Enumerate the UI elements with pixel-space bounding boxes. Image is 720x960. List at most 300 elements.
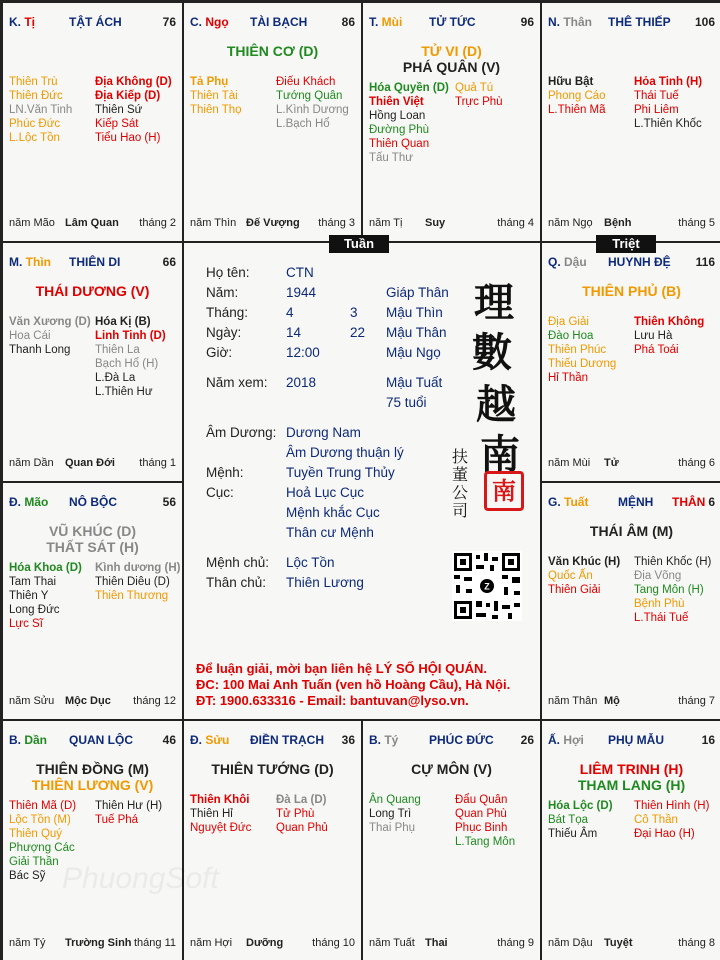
palace-year: năm Ngọ	[548, 217, 593, 229]
ho-ten-label: Họ tên:	[206, 265, 250, 280]
palace-mui	[362, 2, 541, 242]
palace-age: 66	[162, 255, 176, 269]
minor-star: L.Thiên Mã	[548, 104, 606, 116]
palace-year: năm Thìn	[190, 217, 237, 229]
palace-age: 36	[341, 733, 355, 747]
thang-value: 4	[286, 305, 294, 320]
palace-year: năm Tị	[369, 217, 403, 229]
minor-star: Bát Tọa	[548, 814, 589, 826]
am-duong-note: Âm Dương thuận lý	[286, 445, 404, 460]
minor-star: Trực Phù	[455, 96, 503, 108]
minor-star: Tiểu Hao (H)	[95, 132, 161, 144]
minor-star: Thiên Hỉ	[190, 808, 233, 820]
thang-label: Tháng:	[206, 305, 249, 320]
palace-year: năm Tý	[9, 937, 46, 949]
ngay-label: Ngày:	[206, 325, 242, 340]
palace-position-part: Thân	[563, 15, 593, 29]
palace-position-part: G.	[548, 495, 565, 509]
palace-month: tháng 3	[318, 217, 355, 229]
minor-star: Bác Sỹ	[9, 870, 46, 882]
credit-line-1: Để luận giải, mời bạn liên hệ LÝ SỐ HỘI QUÁN.	[196, 661, 487, 676]
palace-position	[548, 495, 588, 509]
gio-can-chi: Mậu Ngọ	[386, 345, 441, 360]
palace-footer	[9, 457, 176, 471]
palace-position-part: B.	[369, 733, 385, 747]
minor-star: Văn Khúc (H)	[548, 556, 621, 568]
minor-star: Ân Quang	[369, 794, 421, 806]
palace-month: tháng 10	[312, 937, 355, 949]
minor-star: Lực Sĩ	[9, 618, 43, 630]
palace-month: tháng 12	[133, 695, 176, 707]
palace-position-part: K.	[9, 15, 25, 29]
calligraphy-4: 南	[480, 431, 520, 478]
palace-footer	[548, 695, 715, 709]
minor-star: L.Thiên Khốc	[634, 118, 702, 130]
palace-year: năm Dậu	[548, 937, 593, 949]
cuc-value: Hoả Lục Cục	[286, 485, 365, 500]
palace-position-part: Tuất	[564, 495, 589, 509]
palace-month: tháng 2	[139, 217, 176, 229]
minor-star: Thai Phụ	[369, 822, 416, 834]
minor-star: Hồng Loan	[369, 110, 426, 122]
minor-star: Địa Kiếp (D)	[95, 90, 161, 102]
palace-footer	[548, 217, 715, 231]
cuc-note: Mệnh khắc Cục	[286, 505, 380, 520]
minor-stars-right	[95, 561, 180, 603]
am-duong-label: Âm Dương:	[206, 425, 277, 440]
minor-star: Tam Thai	[9, 576, 57, 588]
palace-dan	[2, 720, 183, 960]
minor-stars-left	[548, 799, 613, 841]
palace-position	[548, 15, 592, 29]
minor-stars-left	[9, 315, 91, 357]
minor-star: Đường Phù	[369, 124, 429, 136]
minor-star: Đẩu Quân	[455, 794, 508, 806]
palace-position-part: Sửu	[205, 733, 230, 747]
nam-xem-can-chi: Mậu Tuất	[386, 375, 443, 390]
minor-star: Điếu Khách	[276, 76, 336, 88]
watermark: PhuongSoft	[62, 862, 219, 895]
palace-position-part: T.	[369, 15, 382, 29]
minor-star: L.Tang Môn	[455, 836, 516, 848]
ngay-am: 22	[350, 325, 366, 340]
minor-star: Văn Xương (D)	[9, 316, 91, 328]
palace-position	[9, 733, 47, 747]
palace-name: NÔ BỘC	[69, 495, 117, 509]
main-star: LIÊM TRINH (H)	[579, 761, 684, 777]
minor-star: Thiên Thọ	[190, 104, 242, 116]
palace-stage: Suy	[425, 217, 446, 229]
minor-star: Thiên Khốc (H)	[634, 556, 712, 568]
minor-star: Đào Hoa	[548, 330, 594, 342]
minor-star: Thiên Mã (D)	[9, 800, 77, 812]
minor-star: Thái Tuế	[634, 90, 679, 102]
minor-star: Thiên Quý	[9, 828, 63, 840]
minor-star: L.Thiên Hư	[95, 386, 153, 398]
palace-month: tháng 7	[678, 695, 715, 707]
palace-position-part: M.	[9, 255, 26, 269]
minor-star: Giải Thần	[9, 856, 59, 868]
palace-footer	[190, 217, 355, 231]
palace-name: THÊ THIẾP	[608, 15, 671, 29]
palace-position	[9, 495, 48, 509]
nam-xem-value: 2018	[286, 375, 317, 390]
minor-stars-right	[455, 793, 515, 849]
tuan-marker: Tuần	[329, 235, 389, 253]
palace-header	[190, 15, 355, 31]
minor-star: Tử Phù	[276, 808, 315, 820]
palace-position-part: Q.	[548, 255, 565, 269]
main-star: THIÊN PHỦ (B)	[582, 283, 681, 299]
ngay-value: 14	[286, 325, 302, 340]
palace-position-part: Hợi	[563, 733, 584, 747]
palace-name: THIÊN DI	[69, 255, 121, 269]
main-star: THÁI ÂM (M)	[589, 523, 674, 539]
palace-stage: Đế Vượng	[246, 217, 300, 229]
palace-position	[190, 15, 229, 29]
minor-star: Thiên Diêu (D)	[95, 576, 170, 588]
palace-month: tháng 5	[678, 217, 715, 229]
vertical-text-3: 公	[452, 483, 469, 502]
minor-stars-left	[548, 555, 620, 597]
than-cu: Thân cư Mệnh	[286, 525, 374, 540]
minor-star: Hóa Khoa (D)	[9, 562, 82, 574]
minor-star: Thiên Tài	[190, 90, 238, 102]
minor-star: Đại Hao (H)	[634, 828, 695, 840]
minor-stars-left	[548, 75, 606, 117]
palace-position-part: Đ.	[190, 733, 206, 747]
palace-header	[548, 15, 715, 31]
minor-star: Thiên Sứ	[95, 104, 143, 116]
minor-star: Thiên Hình (H)	[634, 800, 710, 812]
palace-name: QUAN LỘC	[69, 733, 133, 747]
palace-stage: Trường Sinh	[65, 937, 132, 949]
palace-year: năm Hợi	[190, 937, 233, 949]
calligraphy-1: 理	[474, 279, 514, 326]
minor-star: Quan Phù	[455, 808, 507, 820]
palace-age: 56	[162, 495, 176, 509]
minor-stars-left	[369, 793, 421, 835]
palace-hoi	[541, 720, 720, 960]
minor-star: Tấu Thư	[369, 152, 413, 164]
palace-position-part: Ngọ	[205, 15, 229, 29]
minor-star: Quan Phủ	[276, 822, 328, 834]
palace-year: năm Mão	[9, 217, 55, 229]
calligraphy-2: 數	[472, 329, 512, 376]
palace-footer	[190, 937, 355, 951]
minor-stars-left	[369, 81, 449, 165]
palace-stage: Quan Đới	[65, 457, 115, 469]
palace-position-part: Mùi	[381, 15, 403, 29]
minor-stars-right	[455, 81, 503, 109]
minor-star: Quả Tú	[455, 82, 494, 94]
palace-year: năm Mùi	[548, 457, 591, 469]
menh-chu-value: Lộc Tồn	[286, 555, 335, 570]
minor-stars-left	[9, 561, 82, 631]
vertical-text-4: 司	[452, 501, 469, 520]
palace-header	[369, 733, 534, 749]
thang-can-chi: Mậu Thìn	[386, 305, 443, 320]
palace-age: 76	[162, 15, 176, 29]
minor-star: Tả Phụ	[190, 76, 229, 88]
palace-age: 86	[341, 15, 355, 29]
minor-star: Thiên Khôi	[190, 794, 250, 806]
palace-month: tháng 8	[678, 937, 715, 949]
minor-star: Hữu Bật	[548, 76, 594, 88]
palace-header	[369, 15, 534, 31]
minor-star: Nguyệt Đức	[190, 822, 252, 834]
minor-star: Phúc Đức	[9, 118, 61, 130]
minor-stars-right	[276, 793, 328, 835]
palace-year: năm Sửu	[9, 695, 55, 707]
minor-star: Kình dương (H)	[95, 562, 181, 574]
palace-name: MỆNH	[618, 495, 654, 509]
main-star: PHÁ QUÂN (V)	[402, 59, 501, 75]
minor-stars-left	[548, 315, 616, 385]
minor-star: Phượng Các	[9, 842, 75, 854]
palace-name: PHỤ MẪU	[608, 733, 664, 747]
minor-star: Hóa Quyền (D)	[369, 82, 449, 94]
palace-age: 16	[701, 733, 715, 747]
than-chu-value: Thiên Lương	[286, 575, 364, 590]
minor-star: Đà La (D)	[276, 794, 327, 806]
palace-stage: Mộ	[604, 695, 620, 707]
main-star: THẤT SÁT (H)	[46, 539, 139, 555]
palace-position	[548, 255, 587, 269]
nam-can-chi: Giáp Thân	[386, 285, 449, 300]
palace-stage: Tử	[604, 457, 619, 469]
main-star: VŨ KHÚC (D)	[48, 523, 137, 539]
minor-star: Hóa Lộc (D)	[548, 800, 613, 812]
minor-star: Lưu Hà	[634, 330, 673, 342]
nam-xem-label: Năm xem:	[206, 375, 268, 390]
nam-label: Năm:	[206, 285, 239, 300]
palace-stage: Dưỡng	[246, 937, 284, 949]
minor-stars-right	[276, 75, 349, 131]
palace-age: 96	[520, 15, 534, 29]
minor-stars-left	[9, 75, 72, 145]
palace-age: 26	[520, 733, 534, 747]
palace-mao	[2, 482, 183, 720]
palace-header	[9, 495, 176, 511]
minor-star: Địa Giải	[548, 316, 589, 328]
menh-value: Tuyền Trung Thủy	[286, 465, 395, 480]
minor-star: Hỉ Thần	[548, 372, 589, 384]
qr-logo: Z	[484, 581, 490, 592]
palace-position-part: N.	[548, 15, 564, 29]
palace-position-part: Mão	[24, 495, 49, 509]
palace-name: HUYNH ĐỆ	[608, 255, 671, 269]
palace-ty	[362, 720, 541, 960]
palace-position	[190, 733, 229, 747]
palace-position-part: C.	[190, 15, 206, 29]
palace-footer	[9, 695, 176, 709]
palace-month: tháng 4	[497, 217, 534, 229]
main-star: THAM LANG (H)	[577, 777, 686, 793]
minor-star: Thiên Quan	[369, 138, 430, 150]
palace-header	[548, 255, 715, 271]
palace-ti	[2, 2, 183, 242]
palace-stage: Tuyệt	[604, 937, 633, 949]
palace-header	[9, 15, 176, 31]
ho-ten-value: CTN	[286, 265, 314, 280]
minor-star: Thiếu Dương	[548, 358, 617, 370]
minor-star: Thiên Phúc	[548, 344, 607, 356]
am-duong-value: Dương Nam	[286, 425, 361, 440]
palace-position-part: Thìn	[25, 255, 51, 269]
main-star: THIÊN ĐỒNG (M)	[36, 761, 149, 777]
main-star: THÁI DƯƠNG (V)	[35, 283, 150, 299]
palace-name: TỬ TỨC	[429, 15, 476, 29]
than-chu-label: Thân chủ:	[206, 575, 267, 590]
palace-suu	[183, 720, 362, 960]
palace-footer	[548, 937, 715, 951]
palace-name: TÀI BẠCH	[250, 15, 308, 29]
palace-position	[548, 733, 584, 747]
minor-star: Tuế Phá	[95, 814, 139, 826]
gio-label: Giờ:	[206, 345, 233, 360]
menh-chu-label: Mệnh chủ:	[206, 555, 270, 570]
minor-star: Kiếp Sát	[95, 118, 139, 130]
minor-star: Thiên La	[95, 344, 140, 356]
minor-star: Thiên Việt	[369, 96, 424, 108]
palace-position-part: Đ.	[9, 495, 25, 509]
calligraphy-3: 越	[476, 381, 516, 428]
minor-star: Bệnh Phù	[634, 598, 685, 610]
palace-ngo	[183, 2, 362, 242]
palace-age: 6	[708, 495, 715, 509]
minor-star: Bạch Hổ (H)	[95, 358, 159, 370]
minor-stars-right	[634, 555, 711, 625]
minor-stars-right	[634, 75, 702, 131]
minor-star: Thiên Không	[634, 316, 705, 328]
credit-line-3: ĐT: 1900.633316 - Email: bantuvan@lyso.vn.	[196, 693, 469, 708]
palace-age: 46	[162, 733, 176, 747]
main-star: THIÊN LƯƠNG (V)	[31, 777, 154, 793]
palace-footer	[9, 217, 176, 231]
palace-position-part: Dậu	[564, 255, 587, 269]
palace-age: 106	[694, 15, 715, 29]
center-info-panel	[183, 242, 541, 720]
palace-thin	[2, 242, 183, 482]
palace-position-part: B.	[9, 733, 25, 747]
minor-star: Phục Binh	[455, 822, 508, 834]
credit-line-2: ĐC: 100 Mai Anh Tuấn (ven hồ Hoàng Cầu), Hà Nội.	[196, 677, 511, 692]
than-marker: THÂN	[672, 495, 706, 509]
triet-marker: Triệt	[596, 235, 656, 253]
palace-header	[190, 733, 355, 749]
vertical-text-1: 扶	[452, 447, 469, 466]
palace-position-part: Ấ.	[548, 733, 564, 747]
palace-year: năm Dần	[9, 457, 54, 469]
palace-position-part: Tị	[24, 15, 36, 29]
main-star: CỰ MÔN (V)	[411, 761, 492, 777]
minor-star: L.Kình Dương	[276, 104, 349, 116]
minor-star: Thiên Giải	[548, 584, 601, 596]
thang-am: 3	[350, 305, 358, 320]
minor-star: Thiên Hư (H)	[95, 800, 163, 812]
minor-star: Phi Liêm	[634, 104, 679, 116]
minor-star: Phá Toái	[634, 344, 679, 356]
palace-header	[9, 733, 176, 749]
minor-stars-right	[95, 315, 166, 399]
palace-month: tháng 9	[497, 937, 534, 949]
minor-star: Quốc Ấn	[548, 570, 593, 582]
minor-star: Phong Cáo	[548, 90, 606, 102]
minor-star: Hoa Cái	[9, 330, 51, 342]
minor-star: Thiên Trù	[9, 76, 58, 88]
minor-star: Thiếu Âm	[548, 828, 598, 840]
minor-stars-left	[190, 75, 242, 117]
ngay-can-chi: Mậu Thân	[386, 325, 447, 340]
palace-header	[9, 255, 176, 271]
red-seal-stamp: 南	[484, 471, 524, 511]
minor-star: L.Thái Tuế	[634, 612, 689, 624]
minor-star: L.Lộc Tồn	[9, 132, 60, 144]
minor-stars-right	[634, 315, 704, 357]
minor-star: Long Đức	[9, 604, 60, 616]
vertical-text-2: 董	[452, 465, 469, 484]
palace-year: năm Tuất	[369, 937, 415, 949]
tuoi: 75 tuổi	[386, 395, 427, 410]
minor-star: LN.Văn Tinh	[9, 104, 73, 116]
minor-star: Cô Thần	[634, 814, 678, 826]
main-star: TỬ VI (D)	[421, 43, 482, 59]
main-star: THIÊN TƯỚNG (D)	[211, 761, 334, 777]
menh-label: Mệnh:	[206, 465, 244, 480]
minor-stars-left	[190, 793, 251, 835]
gio-value: 12:00	[286, 345, 320, 360]
minor-stars-right	[95, 799, 162, 827]
minor-star: L.Đà La	[95, 372, 136, 384]
palace-stage: Bệnh	[604, 217, 632, 229]
palace-tuat	[541, 482, 720, 720]
palace-header	[548, 495, 715, 511]
palace-position-part: Tý	[384, 733, 399, 747]
palace-position	[9, 15, 35, 29]
minor-star: Tướng Quân	[276, 90, 343, 102]
palace-year: năm Thân	[548, 695, 598, 707]
minor-star: Địa Võng	[634, 570, 682, 582]
minor-star: Tang Môn (H)	[634, 584, 704, 596]
palace-footer	[369, 217, 534, 231]
minor-stars-right	[95, 75, 172, 145]
palace-stage: Mộc Dục	[65, 695, 111, 707]
minor-star: Thiên Đức	[9, 90, 63, 102]
minor-star: Thiên Y	[9, 590, 49, 602]
main-star: THIÊN CƠ (D)	[226, 43, 319, 59]
minor-star: Thiên Thương	[95, 590, 169, 602]
palace-header	[548, 733, 715, 749]
palace-name: PHÚC ĐỨC	[429, 733, 494, 747]
palace-position	[9, 255, 51, 269]
nam-value: 1944	[286, 285, 317, 300]
palace-than	[541, 2, 720, 242]
minor-star: Địa Không (D)	[95, 76, 172, 88]
minor-stars-right	[634, 799, 709, 841]
minor-star: Lộc Tồn (M)	[9, 814, 71, 826]
palace-stage: Thai	[425, 937, 448, 949]
palace-name: TẬT ÁCH	[69, 15, 122, 29]
palace-month: tháng 11	[133, 937, 176, 949]
palace-age: 116	[695, 255, 715, 269]
qr-code	[452, 551, 522, 621]
cuc-label: Cục:	[206, 485, 234, 500]
palace-position	[369, 15, 402, 29]
palace-month: tháng 1	[139, 457, 176, 469]
palace-stage: Lâm Quan	[65, 217, 119, 229]
minor-star: Hỏa Tinh (H)	[634, 76, 703, 88]
